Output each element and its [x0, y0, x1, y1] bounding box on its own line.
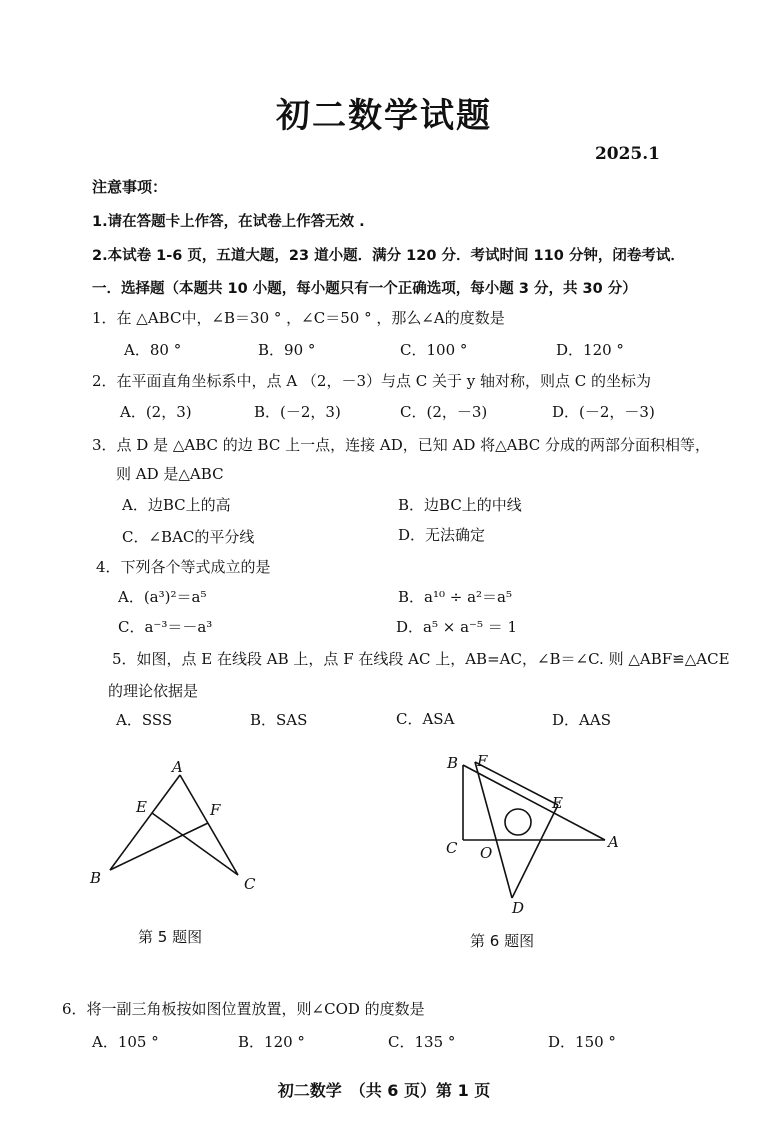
q3-stem-line-1: 3．点 D 是 △ABC 的边 BC 上一点，连接 AD，已知 AD 将△ABC 分成的两部分面积相等， [92, 436, 711, 454]
fig5-label-e: E [136, 798, 147, 816]
notes-heading: 注意事项： [92, 178, 168, 196]
q1-stem: 1．在 △ABC中，∠B＝30 ° ，∠C＝50 ° ，那么∠A的度数是 [92, 309, 505, 327]
fig6-label-b: B [447, 754, 459, 772]
triangle-ruler-hole [505, 809, 531, 835]
fig6-label-f: F [477, 752, 488, 770]
q1-option-b: B．90 ° [258, 341, 316, 359]
q5-option-d: D．AAS [552, 711, 611, 729]
q6-option-b: B．120 ° [238, 1033, 305, 1051]
fig5-label-f: F [210, 801, 221, 819]
q4-option-a: A．(a³)²＝a⁵ [118, 588, 207, 606]
q4-option-c: C．a⁻³＝－a³ [118, 618, 213, 636]
fig5-label-a: A [172, 758, 183, 776]
q2-option-a: A．(2，3) [120, 403, 192, 421]
exam-date: 2025.1 [594, 144, 660, 164]
figure-q5 [80, 755, 280, 900]
fig6-label-a: A [608, 833, 619, 851]
q2-stem: 2．在平面直角坐标系中，点 A （2，－3）与点 C 关于 y 轴对称，则点 C 的坐标为 [92, 372, 652, 390]
figure-q6-caption: 第 6 题图 [470, 932, 535, 950]
fig5-label-b: B [90, 869, 102, 887]
fig5-label-c: C [244, 875, 256, 893]
q1-option-a: A．80 ° [124, 341, 182, 359]
figure-q6 [440, 750, 630, 920]
q2-option-c: C．(2，－3) [400, 403, 488, 421]
figure-q6-lines [463, 762, 605, 898]
q3-option-b: B．边BC上的中线 [398, 496, 522, 514]
q3-option-a: A．边BC上的高 [122, 496, 231, 514]
q5-stem-line-1: 5．如图，点 E 在线段 AB 上，点 F 在线段 AC 上，AB=AC，∠B＝∠C. 则 △ABF≌△ACE [112, 650, 730, 668]
note-line-1: 1.请在答题卡上作答，在试卷上作答无效 . [92, 214, 365, 230]
fig6-label-o: O [480, 844, 493, 862]
q4-option-b: B．a¹⁰ ÷ a²＝a⁵ [398, 588, 513, 606]
q3-option-d: D．无法确定 [398, 526, 486, 544]
note-line-2: 2.本试卷 1-6 页，五道大题，23 道小题．满分 120 分．考试时间 110 分钟，闭卷考试． [92, 248, 685, 264]
fig6-label-c: C [446, 839, 458, 857]
q1-option-d: D．120 ° [556, 341, 624, 359]
q5-option-b: B．SAS [250, 711, 308, 729]
figure-q5-caption: 第 5 题图 [138, 928, 203, 946]
fig6-label-d: D [512, 899, 525, 917]
q5-stem-line-2: 的理论依据是 [108, 682, 199, 700]
q4-stem: 4．下列各个等式成立的是 [96, 558, 271, 576]
q3-stem-line-2: 则 AD 是△ABC [116, 465, 224, 483]
page-footer: 初二数学 （共 6 页）第 1 页 [277, 1081, 491, 1100]
q2-option-b: B．(－2，3) [254, 403, 341, 421]
section-1-heading: 一．选择题（本题共 10 小题，每小题只有一个正确选项，每小题 3 分，共 30 分） [92, 281, 637, 297]
q6-option-d: D．150 ° [548, 1033, 616, 1051]
q2-option-d: D．(－2，－3) [552, 403, 655, 421]
q5-option-a: A．SSS [116, 711, 173, 729]
q1-option-c: C．100 ° [400, 341, 468, 359]
q4-option-d: D．a⁵ × a⁻⁵ ＝ 1 [396, 618, 518, 636]
figure-q5-lines [110, 775, 238, 875]
q6-stem: 6．将一副三角板按如图位置放置，则∠COD 的度数是 [62, 1000, 425, 1018]
q5-option-c: C．ASA [396, 710, 455, 728]
q6-option-a: A．105 ° [92, 1033, 159, 1051]
q3-option-c: C．∠BAC的平分线 [122, 528, 255, 546]
q6-option-c: C．135 ° [388, 1033, 456, 1051]
page-title: 初二数学试题 [276, 96, 492, 136]
fig6-label-e: E [552, 794, 563, 812]
